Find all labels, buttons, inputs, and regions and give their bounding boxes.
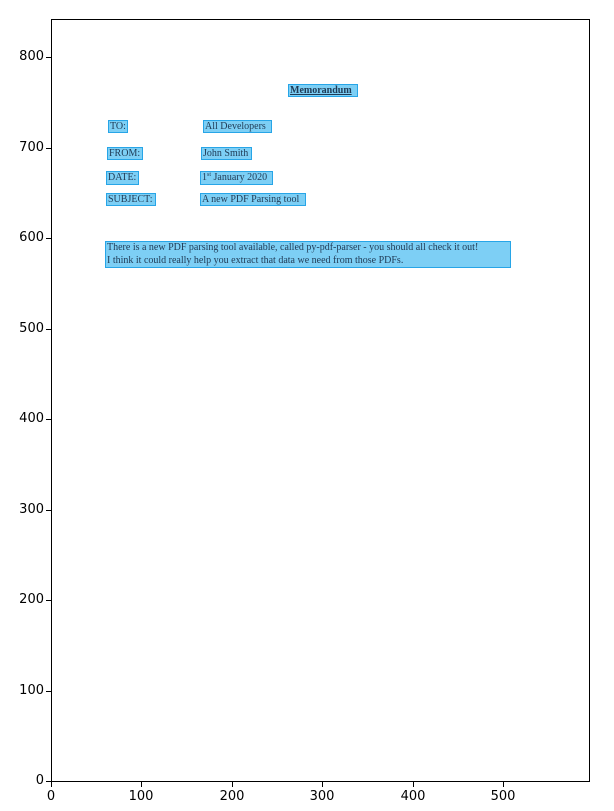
x-tick-label-400: 400 <box>400 789 426 804</box>
memo-body-line-1: There is a new PDF parsing tool available, called py-pdf-parser - you should all check it out! <box>107 242 479 253</box>
y-tick-label-600: 600 <box>19 230 44 245</box>
x-tick-400 <box>413 782 414 787</box>
y-tick-label-200: 200 <box>19 592 44 607</box>
from-label: FROM: <box>107 147 143 160</box>
y-tick-300 <box>46 510 51 511</box>
y-tick-label-800: 800 <box>19 49 44 64</box>
x-tick-200 <box>232 782 233 787</box>
x-tick-300 <box>322 782 323 787</box>
x-tick-100 <box>141 782 142 787</box>
memo-body-line-2: I think it could really help you extract that data we need from those PDFs. <box>107 254 404 266</box>
subject-value: A new PDF Parsing tool <box>200 193 306 206</box>
y-tick-600 <box>46 238 51 239</box>
y-tick-500 <box>46 329 51 330</box>
y-tick-100 <box>46 691 51 692</box>
y-tick-700 <box>46 148 51 149</box>
y-tick-label-0: 0 <box>35 773 44 788</box>
x-tick-label-300: 300 <box>309 789 335 804</box>
y-tick-label-100: 100 <box>19 683 44 698</box>
memo-title: Memorandum <box>288 84 358 97</box>
from-value: John Smith <box>201 147 252 160</box>
date-month-year: January 2020 <box>211 172 268 183</box>
to-label: TO: <box>108 120 128 133</box>
x-tick-label-0: 0 <box>46 789 56 804</box>
x-tick-0 <box>51 782 52 787</box>
x-tick-label-100: 100 <box>128 789 154 804</box>
y-tick-label-700: 700 <box>19 140 44 155</box>
y-tick-label-400: 400 <box>19 411 44 426</box>
y-tick-800 <box>46 57 51 58</box>
y-tick-label-300: 300 <box>19 502 44 517</box>
subject-label: SUBJECT: <box>106 193 156 206</box>
x-tick-label-500: 500 <box>490 789 516 804</box>
x-tick-500 <box>503 782 504 787</box>
y-tick-label-500: 500 <box>19 321 44 336</box>
date-day: 1 <box>202 172 207 183</box>
pdf-page-plot <box>51 19 590 782</box>
memo-body-paragraph <box>105 241 511 268</box>
date-value <box>200 171 273 185</box>
x-tick-label-200: 200 <box>219 789 245 804</box>
y-tick-400 <box>46 419 51 420</box>
y-tick-200 <box>46 600 51 601</box>
date-ordinal-suffix: st <box>207 172 212 178</box>
date-label: DATE: <box>106 171 139 185</box>
to-value: All Developers <box>203 120 272 133</box>
